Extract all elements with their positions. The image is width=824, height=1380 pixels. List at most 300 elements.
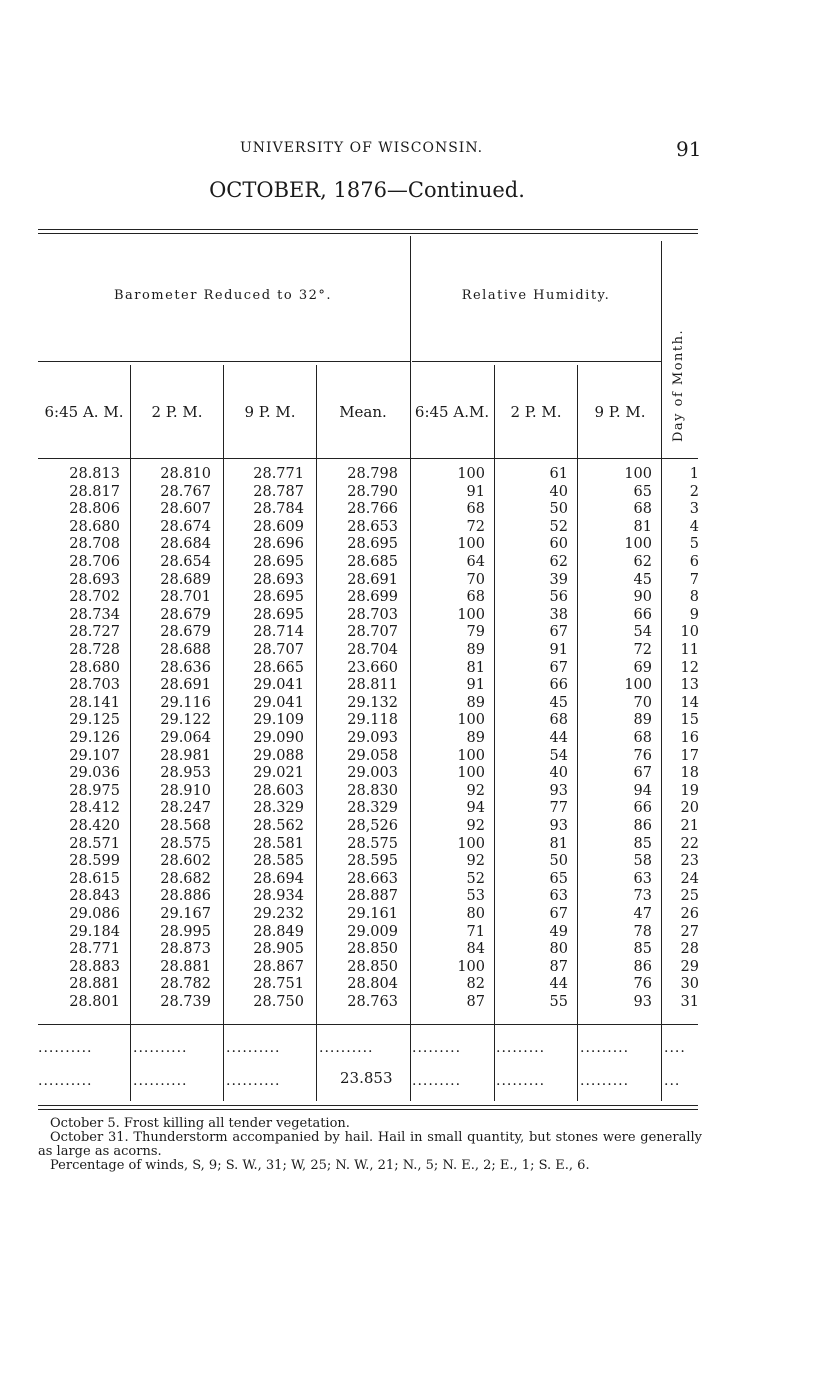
cell-day: 30 [680, 976, 699, 993]
page-title: OCTOBER, 1876—Continued. [209, 178, 525, 202]
header-rule [38, 458, 698, 459]
cell-baro-9pm: 28.905 [253, 941, 304, 958]
cell-baro-mean: 29.132 [347, 694, 398, 711]
table-row [0, 712, 824, 730]
cell-hum-9pm: 65 [633, 483, 652, 500]
cell-baro-mean: 28.887 [347, 888, 398, 905]
table-row [0, 466, 824, 484]
cell-hum-2pm: 49 [549, 923, 568, 940]
col-header-baro-mean: Mean. [339, 403, 387, 421]
table-row [0, 941, 824, 959]
cell-day: 28 [680, 941, 699, 958]
cell-baro-2pm: 28.767 [160, 483, 211, 500]
cell-hum-645am: 68 [466, 501, 485, 518]
cell-baro-2pm: 28.739 [160, 994, 211, 1010]
cell-baro-9pm: 29.109 [253, 712, 304, 729]
cell-hum-645am: 100 [457, 835, 485, 852]
cell-baro-2pm: 28.873 [160, 941, 211, 958]
leader-dots: .... [664, 1040, 686, 1056]
cell-hum-2pm: 56 [549, 589, 568, 606]
cell-day: 26 [680, 906, 699, 922]
cell-baro-2pm: 28.981 [160, 747, 211, 764]
cell-hum-645am: 91 [466, 483, 485, 500]
cell-baro-645am: 29.184 [69, 923, 120, 940]
day-of-month-header: Day of Month. [671, 328, 686, 442]
cell-hum-645am: 70 [466, 571, 485, 588]
cell-hum-645am: 91 [466, 677, 485, 694]
cell-hum-2pm: 38 [549, 606, 568, 623]
cell-baro-9pm: 28.581 [253, 835, 304, 852]
cell-hum-9pm: 85 [633, 941, 652, 958]
leader-dots: ......... [496, 1040, 546, 1056]
table-row [0, 836, 824, 854]
cell-baro-645am: 28.615 [69, 870, 120, 887]
cell-baro-mean: 28.595 [347, 853, 398, 870]
cell-baro-mean: 29.161 [347, 906, 398, 922]
cell-hum-645am: 100 [457, 765, 485, 782]
cell-hum-2pm: 81 [549, 835, 568, 852]
cell-hum-9pm: 73 [633, 888, 652, 905]
cell-hum-645am: 53 [466, 888, 485, 905]
cell-baro-9pm: 29.021 [253, 765, 304, 782]
cell-baro-9pm: 28.771 [253, 466, 304, 482]
cell-hum-9pm: 86 [633, 958, 652, 975]
cell-hum-645am: 100 [457, 606, 485, 623]
cell-baro-9pm: 28.329 [253, 800, 304, 817]
cell-hum-645am: 87 [466, 994, 485, 1010]
cell-hum-9pm: 62 [633, 554, 652, 570]
cell-baro-9pm: 28.603 [253, 782, 304, 799]
cell-baro-2pm: 28.953 [160, 765, 211, 782]
cell-hum-9pm: 54 [633, 624, 652, 641]
cell-hum-645am: 92 [466, 853, 485, 870]
cell-hum-645am: 79 [466, 624, 485, 641]
cell-hum-2pm: 87 [549, 958, 568, 975]
cell-hum-9pm: 86 [633, 818, 652, 834]
cell-baro-2pm: 28.810 [160, 466, 211, 482]
cell-baro-mean: 28.707 [347, 624, 398, 641]
leader-dots: ......... [580, 1040, 630, 1056]
leader-dots: ... [664, 1073, 681, 1089]
col-header-hum-2pm: 2 P. M. [510, 403, 562, 421]
cell-hum-9pm: 85 [633, 835, 652, 852]
footnote-oct31: October 31. Thunderstorm accompanied by hail. Hail in small quantity, but stones were generally as large as acorns. [38, 1130, 702, 1159]
cell-day: 19 [680, 782, 699, 799]
cell-baro-645am: 28.680 [69, 518, 120, 535]
cell-baro-645am: 28.420 [69, 818, 120, 834]
cell-day: 24 [680, 870, 699, 887]
leader-dots: ......... [412, 1073, 462, 1089]
cell-baro-9pm: 28.695 [253, 589, 304, 606]
cell-baro-645am: 28.703 [69, 677, 120, 694]
cell-hum-2pm: 91 [549, 642, 568, 658]
cell-hum-9pm: 89 [633, 712, 652, 729]
table-row [0, 924, 824, 942]
table-row [0, 642, 824, 660]
cell-day: 25 [680, 888, 699, 905]
cell-hum-2pm: 93 [549, 782, 568, 799]
cell-hum-9pm: 66 [633, 606, 652, 623]
cell-baro-mean: 29.009 [347, 923, 398, 940]
group-rule-humidity [412, 361, 662, 362]
cell-hum-645am: 81 [466, 659, 485, 676]
cell-day: 23 [680, 853, 699, 870]
cell-baro-mean: 28.804 [347, 976, 398, 993]
cell-baro-9pm: 29.090 [253, 730, 304, 746]
cell-baro-2pm: 28.575 [160, 835, 211, 852]
cell-hum-645am: 100 [457, 466, 485, 482]
cell-day: 14 [680, 694, 699, 711]
table-row [0, 484, 824, 502]
cell-baro-mean: 29.003 [347, 765, 398, 782]
cell-day: 11 [680, 642, 699, 658]
cell-day: 15 [680, 712, 699, 729]
cell-day: 2 [689, 483, 699, 500]
bottom-rule [38, 1105, 698, 1106]
cell-day: 7 [689, 571, 699, 588]
cell-day: 20 [680, 800, 699, 817]
table-row [0, 765, 824, 783]
table-row [0, 572, 824, 590]
cell-baro-mean: 28.763 [347, 994, 398, 1010]
table-row [0, 871, 824, 889]
col-header-baro-645am: 6:45 A. M. [44, 403, 124, 421]
cell-hum-2pm: 52 [549, 518, 568, 535]
cell-baro-645am: 28.412 [69, 800, 120, 817]
cell-day: 1 [689, 466, 699, 482]
cell-hum-9pm: 47 [633, 906, 652, 922]
data-bottom-rule [38, 1024, 698, 1025]
cell-baro-2pm: 28.691 [160, 677, 211, 694]
cell-baro-9pm: 28.696 [253, 536, 304, 553]
cell-baro-645am: 28.728 [69, 642, 120, 658]
cell-day: 4 [689, 518, 699, 535]
cell-hum-2pm: 45 [549, 694, 568, 711]
leader-dots: ......... [580, 1073, 630, 1089]
cell-day: 6 [689, 554, 699, 570]
cell-baro-2pm: 28.684 [160, 536, 211, 553]
cell-baro-645am: 28.693 [69, 571, 120, 588]
cell-hum-9pm: 76 [633, 976, 652, 993]
table-row [0, 853, 824, 871]
cell-baro-2pm: 28.679 [160, 624, 211, 641]
cell-baro-645am: 28.702 [69, 589, 120, 606]
cell-hum-2pm: 55 [549, 994, 568, 1010]
cell-baro-645am: 28.813 [69, 466, 120, 482]
group-rule-barometer [38, 361, 410, 362]
cell-hum-9pm: 78 [633, 923, 652, 940]
cell-day: 5 [689, 536, 699, 553]
cell-baro-2pm: 28.782 [160, 976, 211, 993]
cell-hum-2pm: 44 [549, 976, 568, 993]
cell-baro-mean: 28.703 [347, 606, 398, 623]
cell-hum-645am: 100 [457, 536, 485, 553]
cell-baro-645am: 28.708 [69, 536, 120, 553]
cell-baro-9pm: 28.849 [253, 923, 304, 940]
cell-hum-2pm: 61 [549, 466, 568, 482]
cell-hum-9pm: 70 [633, 694, 652, 711]
cell-baro-9pm: 28.562 [253, 818, 304, 834]
cell-baro-2pm: 28.568 [160, 818, 211, 834]
cell-hum-2pm: 93 [549, 818, 568, 834]
cell-baro-2pm: 29.064 [160, 730, 211, 746]
cell-baro-2pm: 28.654 [160, 554, 211, 570]
cell-hum-645am: 94 [466, 800, 485, 817]
cell-hum-645am: 72 [466, 518, 485, 535]
cell-day: 21 [680, 818, 699, 834]
cell-baro-9pm: 28.694 [253, 870, 304, 887]
cell-baro-2pm: 28.674 [160, 518, 211, 535]
cell-baro-9pm: 28.714 [253, 624, 304, 641]
cell-hum-9pm: 68 [633, 730, 652, 746]
cell-baro-9pm: 28.707 [253, 642, 304, 658]
cell-hum-2pm: 66 [549, 677, 568, 694]
leader-dots: ......... [496, 1073, 546, 1089]
cell-baro-9pm: 28.609 [253, 518, 304, 535]
cell-hum-9pm: 100 [624, 466, 652, 482]
leader-dots: .......... [133, 1040, 188, 1056]
cell-baro-mean: 28.329 [347, 800, 398, 817]
cell-hum-9pm: 69 [633, 659, 652, 676]
cell-hum-645am: 92 [466, 782, 485, 799]
table-row [0, 800, 824, 818]
table-row [0, 906, 824, 924]
cell-baro-9pm: 28.784 [253, 501, 304, 518]
table-row [0, 730, 824, 748]
cell-baro-9pm: 28.695 [253, 554, 304, 570]
cell-baro-645am: 28.771 [69, 941, 120, 958]
cell-baro-mean: 28,526 [347, 818, 398, 834]
cell-baro-mean: 28.850 [347, 941, 398, 958]
cell-hum-2pm: 39 [549, 571, 568, 588]
cell-baro-mean: 28.575 [347, 835, 398, 852]
cell-hum-645am: 100 [457, 712, 485, 729]
cell-baro-mean: 28.830 [347, 782, 398, 799]
cell-baro-mean: 28.691 [347, 571, 398, 588]
cell-baro-9pm: 28.751 [253, 976, 304, 993]
cell-baro-9pm: 29.232 [253, 906, 304, 922]
cell-day: 13 [680, 677, 699, 694]
top-rule-inner [38, 233, 698, 234]
cell-hum-645am: 89 [466, 694, 485, 711]
cell-hum-9pm: 100 [624, 536, 652, 553]
cell-hum-9pm: 72 [633, 642, 652, 658]
humidity-group-header: Relative Humidity. [461, 288, 611, 303]
table-row [0, 536, 824, 554]
cell-hum-2pm: 80 [549, 941, 568, 958]
cell-baro-645am: 28.806 [69, 501, 120, 518]
cell-hum-2pm: 50 [549, 853, 568, 870]
col-header-baro-9pm: 9 P. M. [244, 403, 296, 421]
cell-baro-645am: 28.727 [69, 624, 120, 641]
cell-day: 9 [689, 606, 699, 623]
cell-day: 27 [680, 923, 699, 940]
cell-hum-9pm: 94 [633, 782, 652, 799]
cell-baro-2pm: 28.602 [160, 853, 211, 870]
cell-hum-9pm: 66 [633, 800, 652, 817]
cell-baro-mean: 28.663 [347, 870, 398, 887]
cell-hum-645am: 89 [466, 730, 485, 746]
cell-baro-645am: 28.801 [69, 994, 120, 1010]
cell-baro-mean: 28.850 [347, 958, 398, 975]
barometer-group-header: Barometer Reduced to 32°. [113, 288, 333, 303]
col-header-baro-2pm: 2 P. M. [151, 403, 203, 421]
cell-hum-2pm: 65 [549, 870, 568, 887]
cell-baro-mean: 29.093 [347, 730, 398, 746]
cell-hum-9pm: 45 [633, 571, 652, 588]
table-row [0, 660, 824, 678]
cell-hum-9pm: 81 [633, 518, 652, 535]
cell-hum-9pm: 68 [633, 501, 652, 518]
cell-baro-mean: 28.790 [347, 483, 398, 500]
cell-hum-645am: 71 [466, 923, 485, 940]
cell-baro-645am: 28.843 [69, 888, 120, 905]
table-row [0, 554, 824, 572]
cell-hum-9pm: 100 [624, 677, 652, 694]
cell-baro-2pm: 28.679 [160, 606, 211, 623]
cell-hum-645am: 52 [466, 870, 485, 887]
cell-day: 18 [680, 765, 699, 782]
cell-hum-2pm: 63 [549, 888, 568, 905]
cell-baro-2pm: 28.688 [160, 642, 211, 658]
cell-hum-9pm: 63 [633, 870, 652, 887]
cell-baro-645am: 29.125 [69, 712, 120, 729]
cell-baro-645am: 28.141 [69, 694, 120, 711]
table-row [0, 959, 824, 977]
cell-baro-2pm: 28.607 [160, 501, 211, 518]
cell-hum-2pm: 67 [549, 906, 568, 922]
table-row [0, 519, 824, 537]
cell-hum-9pm: 58 [633, 853, 652, 870]
cell-hum-2pm: 60 [549, 536, 568, 553]
cell-day: 3 [689, 501, 699, 518]
leader-dots: .......... [226, 1040, 281, 1056]
cell-baro-645am: 28.975 [69, 782, 120, 799]
cell-hum-645am: 89 [466, 642, 485, 658]
cell-hum-2pm: 50 [549, 501, 568, 518]
cell-baro-9pm: 28.750 [253, 994, 304, 1010]
cell-baro-mean: 28.685 [347, 554, 398, 570]
table-row [0, 607, 824, 625]
table-row [0, 888, 824, 906]
table-row [0, 818, 824, 836]
cell-baro-2pm: 29.167 [160, 906, 211, 922]
grand-mean-value: 23.853 [340, 1069, 393, 1087]
table-row [0, 677, 824, 695]
cell-baro-9pm: 29.088 [253, 747, 304, 764]
table-row [0, 624, 824, 642]
cell-baro-mean: 28.699 [347, 589, 398, 606]
cell-baro-645am: 28.881 [69, 976, 120, 993]
cell-baro-mean: 28.798 [347, 466, 398, 482]
cell-hum-645am: 80 [466, 906, 485, 922]
cell-baro-2pm: 28.682 [160, 870, 211, 887]
table-row [0, 589, 824, 607]
cell-hum-2pm: 40 [549, 765, 568, 782]
footnotes [38, 1117, 702, 1173]
cell-baro-9pm: 28.787 [253, 483, 304, 500]
cell-baro-645am: 29.086 [69, 906, 120, 922]
cell-hum-2pm: 67 [549, 624, 568, 641]
leader-dots: ......... [412, 1040, 462, 1056]
cell-hum-2pm: 62 [549, 554, 568, 570]
running-head: UNIVERSITY OF WISCONSIN. [240, 140, 484, 156]
cell-hum-9pm: 76 [633, 747, 652, 764]
table-row [0, 695, 824, 713]
footnote-winds: Percentage of winds, S, 9; S. W., 31; W, 25; N. W., 21; N., 5; N. E., 2; E., 1; S. E., 6. [50, 1158, 590, 1173]
cell-baro-2pm: 29.116 [160, 694, 211, 711]
cell-baro-2pm: 29.122 [160, 712, 211, 729]
cell-day: 17 [680, 747, 699, 764]
cell-baro-2pm: 28.995 [160, 923, 211, 940]
footnote-oct5: October 5. Frost killing all tender vegetation. [50, 1116, 350, 1131]
cell-day: 29 [680, 958, 699, 975]
leader-dots: .......... [38, 1040, 93, 1056]
cell-hum-2pm: 68 [549, 712, 568, 729]
page-number: 91 [676, 137, 702, 161]
cell-baro-645am: 28.599 [69, 853, 120, 870]
cell-hum-2pm: 77 [549, 800, 568, 817]
cell-hum-645am: 82 [466, 976, 485, 993]
cell-baro-9pm: 28.695 [253, 606, 304, 623]
top-rule [38, 229, 698, 230]
cell-baro-2pm: 28.636 [160, 659, 211, 676]
cell-baro-645am: 28.680 [69, 659, 120, 676]
cell-baro-645am: 28.734 [69, 606, 120, 623]
cell-day: 16 [680, 730, 699, 746]
cell-baro-645am: 29.107 [69, 747, 120, 764]
cell-day: 8 [689, 589, 699, 606]
cell-day: 12 [680, 659, 699, 676]
cell-hum-2pm: 67 [549, 659, 568, 676]
cell-hum-645am: 92 [466, 818, 485, 834]
table-row [0, 976, 824, 994]
cell-baro-645am: 28.706 [69, 554, 120, 570]
cell-baro-2pm: 28.910 [160, 782, 211, 799]
cell-baro-9pm: 28.934 [253, 888, 304, 905]
cell-hum-9pm: 67 [633, 765, 652, 782]
leader-dots: .......... [133, 1073, 188, 1089]
cell-baro-2pm: 28.689 [160, 571, 211, 588]
cell-baro-2pm: 28.247 [160, 800, 211, 817]
cell-baro-2pm: 28.886 [160, 888, 211, 905]
cell-hum-2pm: 44 [549, 730, 568, 746]
cell-hum-2pm: 40 [549, 483, 568, 500]
cell-hum-2pm: 54 [549, 747, 568, 764]
cell-hum-9pm: 93 [633, 994, 652, 1010]
cell-day: 22 [680, 835, 699, 852]
cell-baro-645am: 29.126 [69, 730, 120, 746]
cell-hum-9pm: 90 [633, 589, 652, 606]
cell-hum-645am: 64 [466, 554, 485, 570]
leader-dots: .......... [226, 1073, 281, 1089]
cell-baro-9pm: 29.041 [253, 694, 304, 711]
cell-day: 31 [680, 994, 699, 1010]
table-row [0, 501, 824, 519]
cell-baro-9pm: 29.041 [253, 677, 304, 694]
cell-baro-2pm: 28.701 [160, 589, 211, 606]
cell-baro-9pm: 28.867 [253, 958, 304, 975]
cell-baro-645am: 28.571 [69, 835, 120, 852]
col-header-hum-645am: 6:45 A.M. [414, 403, 490, 421]
bottom-rule-inner [38, 1109, 698, 1110]
cell-baro-645am: 28.883 [69, 958, 120, 975]
table-row [0, 994, 824, 1012]
cell-hum-645am: 84 [466, 941, 485, 958]
cell-baro-mean: 29.118 [347, 712, 398, 729]
cell-baro-mean: 28.766 [347, 501, 398, 518]
cell-hum-645am: 100 [457, 747, 485, 764]
